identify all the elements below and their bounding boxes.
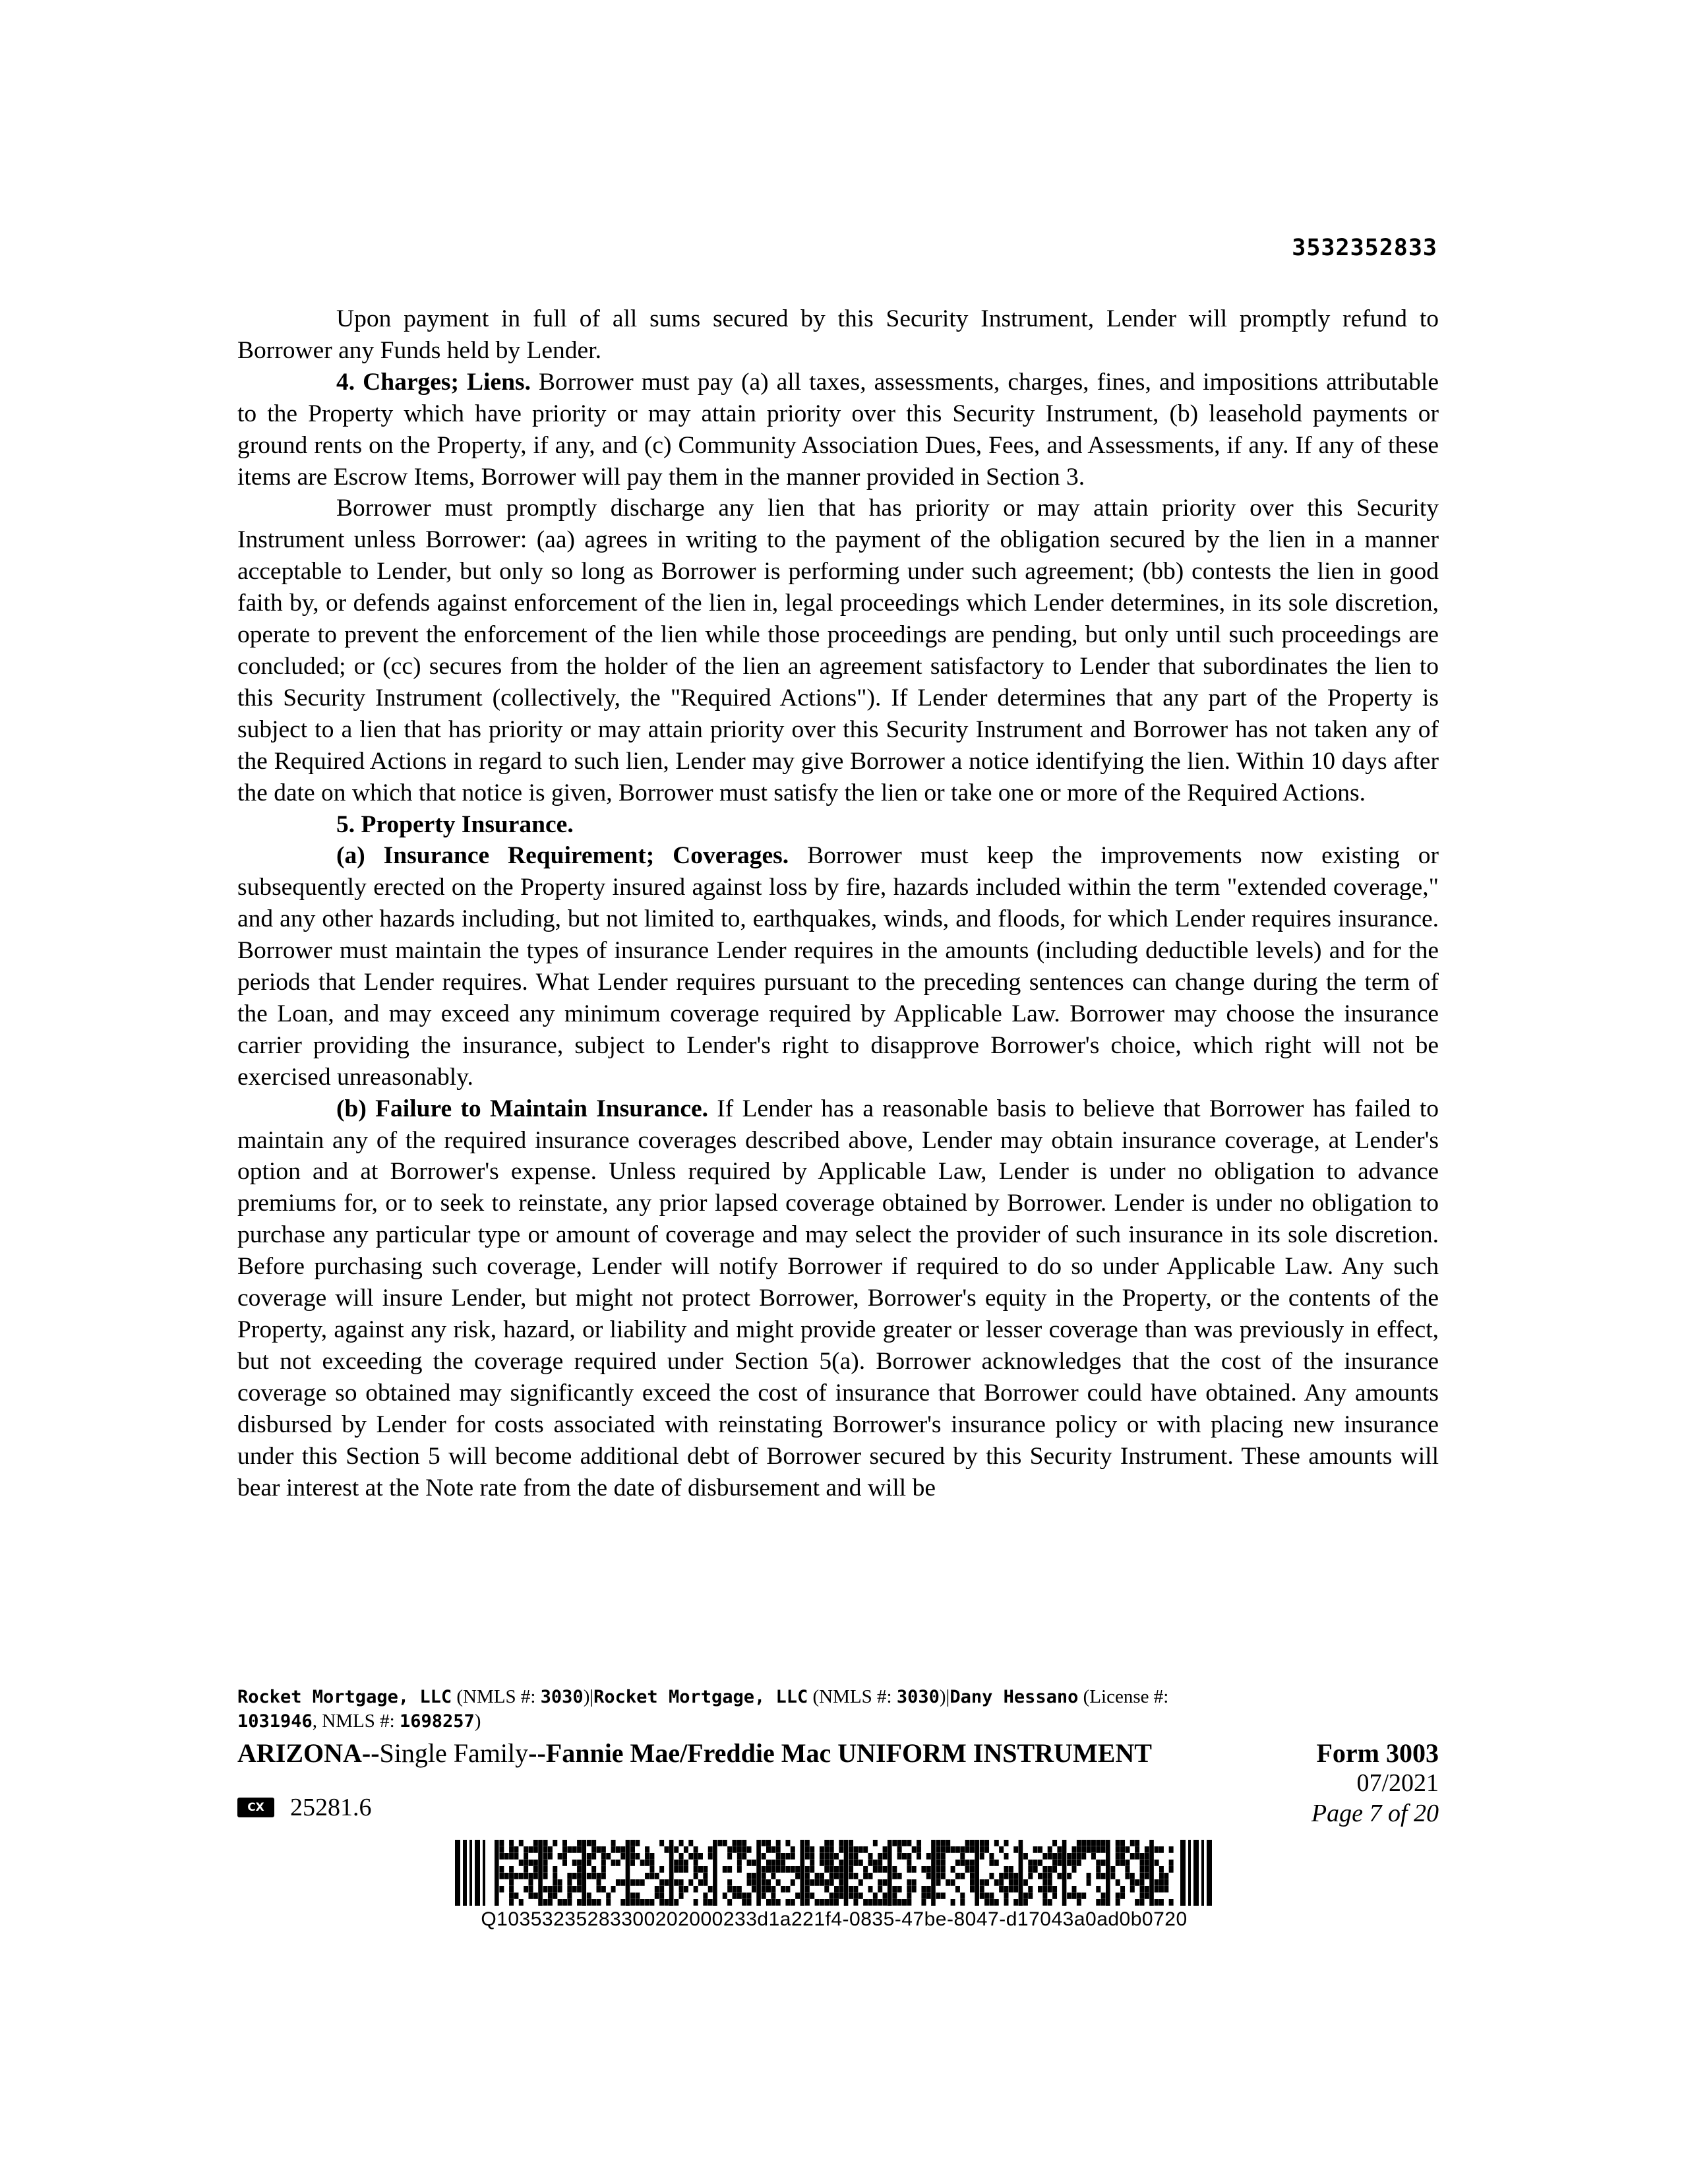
page-number: Page 7 of 20 <box>1311 1800 1439 1827</box>
separator: )| <box>939 1686 950 1707</box>
lender-name: Rocket Mortgage, LLC <box>593 1687 808 1707</box>
form-title <box>237 1738 1152 1769</box>
version-number: 25281.6 <box>290 1794 372 1821</box>
nmls-label: , NMLS #: <box>312 1711 400 1732</box>
document-footer <box>237 1685 1439 1829</box>
section-heading: 4. Charges; Liens. <box>336 368 531 396</box>
loan-number: 3532352833 <box>1292 235 1437 261</box>
paragraph-refund <box>237 303 1439 367</box>
nmls-number: 3030 <box>896 1687 940 1707</box>
form-date-page <box>1311 1768 1439 1829</box>
paragraph-charges-liens <box>237 367 1439 493</box>
section-heading: (a) Insurance Requirement; Coverages. <box>336 842 789 870</box>
nmls-number: 3030 <box>540 1687 584 1707</box>
paragraph-text: Borrower must keep the improvements now existing or subsequently erected on the Property insured against loss by fire, hazards included within the term "extended coverage," and any other hazards including, but not limited to, earthquakes, winds, and floods, for which Lender requires insurance. Borrower must maintain the types of insurance Lender requires in the amounts (including deductible levels) and for the periods that Lender requires. What Lender requires pursuant to the preceding sentences can change during the term of the Loan, and may exceed any minimum coverage required by Applicable Law. Borrower may choose the insurance carrier providing the insurance, subject to Lender's right to disapprove Borrower's choice, which right will not be exercised unreasonably. <box>237 842 1439 1091</box>
form-title-row <box>237 1738 1439 1768</box>
instrument-name: --Fannie Mae/Freddie Mac UNIFORM INSTRUMENT <box>528 1738 1152 1768</box>
close-paren: ) <box>474 1711 481 1732</box>
originator-name: Dany Hessano <box>950 1687 1079 1707</box>
nmls-label: (NMLS #: <box>808 1686 897 1707</box>
form-number: Form 3003 <box>1316 1738 1439 1768</box>
family-type: Single Family <box>379 1738 529 1768</box>
paragraph-text: Borrower must promptly discharge any lien that has priority or may attain priority over this Security Instrument unless Borrower: (aa) agrees in writing to the payment of the obligation secured by the lien in a manner acceptable to Lender, but only so long as Borrower is performing under such agreement; (bb) contests the lien in good faith by, or defends against enforcement of the lien in, legal proceedings which Lender determines, in its sole discretion, operate to prevent the enforcement of the lien while those proceedings are pending, but only until such proceedings are concluded; or (cc) secures from the holder of the lien an agreement satisfactory to Lender that subordinates the lien to this Security Instrument (collectively, the "Required Actions"). If Lender determines that any part of the Property is subject to a lien that has priority or may attain priority over this Security Instrument and Borrower has not taken any of the Required Actions in regard to such lien, Lender may give Borrower a notice identifying the lien. Within 10 days after the date on which that notice is given, Borrower must satisfy the lien or take one or more of the Required Actions. <box>237 495 1439 806</box>
barcode <box>455 1840 1213 1906</box>
nmls-label: (NMLS #: <box>452 1686 541 1707</box>
paragraph-failure-to-maintain <box>237 1093 1439 1504</box>
lender-info <box>237 1685 1439 1734</box>
document-body <box>237 303 1439 1503</box>
section-heading: 5. Property Insurance. <box>336 810 574 838</box>
paragraph-property-insurance <box>237 809 1439 841</box>
license-number: 1031946 <box>237 1711 313 1732</box>
paragraph-discharge-lien <box>237 493 1439 808</box>
nmls-number: 1698257 <box>399 1711 475 1732</box>
version-info <box>237 1793 372 1822</box>
paragraph-text: Borrower must pay (a) all taxes, assessments, charges, fines, and impositions attributable to the Property which have priority or may attain priority over this Security Instrument, (b) leasehold payments or ground rents on the Property, if any, and (c) Community Association Dues, Fees, and Assessments, if any. If any of these items are Escrow Items, Borrower will pay them in the manner provided in Section 3. <box>237 368 1439 491</box>
lender-name: Rocket Mortgage, LLC <box>237 1687 452 1707</box>
form-meta-row <box>237 1768 1439 1829</box>
paragraph-insurance-requirement <box>237 840 1439 1093</box>
state-name: ARIZONA-- <box>237 1738 380 1768</box>
barcode-graphic <box>455 1840 1213 1906</box>
form-date: 07/2021 <box>1356 1769 1439 1797</box>
section-heading: (b) Failure to Maintain Insurance. <box>336 1095 708 1122</box>
license-label: (License #: <box>1078 1686 1169 1707</box>
paragraph-text: Upon payment in full of all sums secured by this Security Instrument, Lender will promptly refund to Borrower any Funds held by Lender. <box>237 305 1439 364</box>
paragraph-text: If Lender has a reasonable basis to believe that Borrower has failed to maintain any of the required insurance coverages described above, Lender may obtain insurance coverage, at Lender's option and at Borrower's expense. Unless required by Applicable Law, Lender is under no obligation to advance premiums for, or to seek to reinstate, any prior lapsed coverage obtained by Borrower. Lender is under no obligation to purchase any particular type or amount of coverage and may select the provider of such insurance in its sole discretion. Before purchasing such coverage, Lender will notify Borrower if required to do so under Applicable Law. Any such coverage will insure Lender, but might not protect Borrower, Borrower's equity in the Property, or the contents of the Property, against any risk, hazard, or liability and might provide greater or lesser coverage than was previously in effect, but not exceeding the coverage required under Section 5(a). Borrower acknowledges that the cost of the insurance coverage so obtained may significantly exceed the cost of insurance that Borrower could have obtained. Any amounts disbursed by Lender for costs associated with reinstating Borrower's insurance policy or with placing new insurance under this Section 5 will become additional debt of Borrower secured by this Security Instrument. These amounts will bear interest at the Note rate from the date of disbursement and will be <box>237 1095 1439 1502</box>
separator: )| <box>583 1686 594 1707</box>
cx-logo-icon: CX <box>237 1798 274 1817</box>
barcode-text: Q10353235283300202000233d1a221f4-0835-47be-8047-d17043a0ad0b0720 <box>481 1908 1188 1930</box>
